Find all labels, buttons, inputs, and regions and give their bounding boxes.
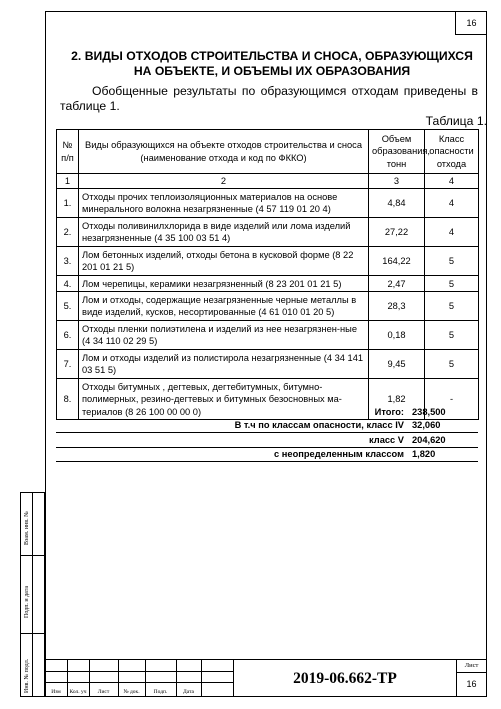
- revision-grid: [45, 660, 233, 697]
- row-number: 3.: [57, 247, 79, 276]
- table-row: [57, 292, 479, 321]
- table-caption: Таблица 1.: [425, 114, 487, 128]
- row-volume: 28,3: [369, 292, 425, 321]
- total-row: [56, 447, 478, 462]
- row-number: 7.: [57, 350, 79, 379]
- header-volume: Объем образования, тонн: [369, 130, 425, 174]
- page-number-top: 16: [455, 11, 487, 35]
- header-name: Виды образующихся на объекте отходов строительства и сноса (наименование отхода и код по ФККО): [79, 130, 369, 174]
- row-name: Лом бетонных изделий, отходы бетона в кусковой форме (8 22 201 01 21 5): [79, 247, 369, 276]
- table-row: [57, 350, 479, 379]
- row-number: 5.: [57, 292, 79, 321]
- row-class: 4: [425, 189, 479, 218]
- total-row: [56, 419, 478, 433]
- col-label-sheet: Лист: [97, 689, 110, 695]
- row-volume: 0,18: [369, 321, 425, 350]
- side-label-inventory: Инв. № подл.: [24, 658, 30, 693]
- row-class: -: [425, 379, 479, 420]
- row-name: Отходы пленки полиэтилена и изделий из нее незагрязнен-ные (4 34 110 02 29 5): [79, 321, 369, 350]
- section-heading: [60, 49, 484, 78]
- row-class: 4: [425, 218, 479, 247]
- row-class: 5: [425, 292, 479, 321]
- side-row-divider: [21, 555, 44, 556]
- row-volume: 27,22: [369, 218, 425, 247]
- total-value: 32,060: [408, 419, 478, 433]
- row-class: 5: [425, 321, 479, 350]
- side-stamp-strip: [20, 492, 45, 697]
- row-name: Лом черепицы, керамики незагрязненный (8 23 201 01 21 5): [79, 276, 369, 292]
- title-block: [45, 659, 487, 697]
- total-row: [56, 433, 478, 448]
- total-row: [56, 405, 478, 419]
- row-class: 5: [425, 247, 479, 276]
- row-name: Отходы прочих теплоизоляционных материалов на основе минерального волокна незагрязненные (4 57 119 01 20 4): [79, 189, 369, 218]
- side-label-replacement: Взам. инв. №: [24, 511, 30, 545]
- row-volume: 164,22: [369, 247, 425, 276]
- side-row-divider: [21, 633, 44, 634]
- col-label-signature: Подп.: [153, 689, 168, 695]
- sheet-label: Лист: [456, 660, 487, 673]
- total-label: с неопределенным классом: [56, 447, 408, 462]
- row-number: 2.: [57, 218, 79, 247]
- row-number: 8.: [57, 379, 79, 420]
- waste-table: [56, 129, 479, 420]
- col-label-change: Изм: [51, 689, 61, 695]
- row-class: 5: [425, 350, 479, 379]
- table-row: [57, 218, 479, 247]
- total-value: 204,620: [408, 433, 478, 448]
- heading-line-2: НА ОБЪЕКТЕ, И ОБЪЕМЫ ИХ ОБРАЗОВАНИЯ: [133, 63, 411, 78]
- row-name: Отходы поливинилхлорида в виде изделий или лома изделий незагрязненные (4 35 100 03 51 4): [79, 218, 369, 247]
- header-number: № п/п: [57, 130, 79, 174]
- row-class: 5: [425, 276, 479, 292]
- row-volume: 2,47: [369, 276, 425, 292]
- row-volume: 4,84: [369, 189, 425, 218]
- document-code: 2019-06.662-ТР: [233, 660, 457, 697]
- side-strip-divider: [32, 493, 33, 696]
- col-label-count: Кол. уч: [69, 689, 87, 695]
- row-volume: 9,45: [369, 350, 425, 379]
- total-label: Итого:: [374, 406, 404, 417]
- sheet-number: 16: [466, 679, 477, 689]
- row-name: Лом и отходы, содержащие незагрязненные черные металлы в виде изделий, кусков, несортированные (4 61 010 01 20 5): [79, 292, 369, 321]
- table-row: [57, 321, 479, 350]
- col-label-date: Дата: [183, 689, 194, 695]
- row-name: Лом и отходы изделий из полистирола незагрязненные (4 34 141 03 51 5): [79, 350, 369, 379]
- header-class: Класс опасности отхода: [425, 130, 479, 174]
- row-volume: 1,82: [369, 379, 425, 420]
- row-number: 6.: [57, 321, 79, 350]
- total-label: В т.ч по классам опасности, класс IV: [56, 419, 408, 433]
- heading-line-1: 2. ВИДЫ ОТХОДОВ СТРОИТЕЛЬСТВА И СНОСА, ОБРАЗУЮЩИХСЯ: [71, 49, 473, 63]
- table-row: [57, 276, 479, 292]
- table-row: [57, 189, 479, 218]
- row-number: 4.: [57, 276, 79, 292]
- col-number-4: 4: [425, 174, 479, 189]
- total-value: 1,820: [408, 447, 478, 462]
- intro-paragraph: Обобщенные результаты по образующимся отходам приведены в таблице 1.: [60, 84, 478, 113]
- col-number-1: 1: [57, 174, 79, 189]
- totals-block: [56, 405, 478, 462]
- side-label-signature: Подп. и дата: [24, 585, 30, 618]
- table-row: [57, 247, 479, 276]
- col-number-2: 2: [79, 174, 369, 189]
- col-label-doc: № док.: [123, 689, 140, 695]
- row-number: 1.: [57, 189, 79, 218]
- col-number-3: 3: [369, 174, 425, 189]
- total-value: 238,500: [412, 406, 446, 417]
- row-name: Отходы битумных , дегтевых, дегтебитумных, битумно-полимерных, резино-дегтевых и битумных безосновных ма-териалов (8 26 100 00 00 0): [79, 379, 369, 420]
- total-label: класс V: [56, 433, 408, 448]
